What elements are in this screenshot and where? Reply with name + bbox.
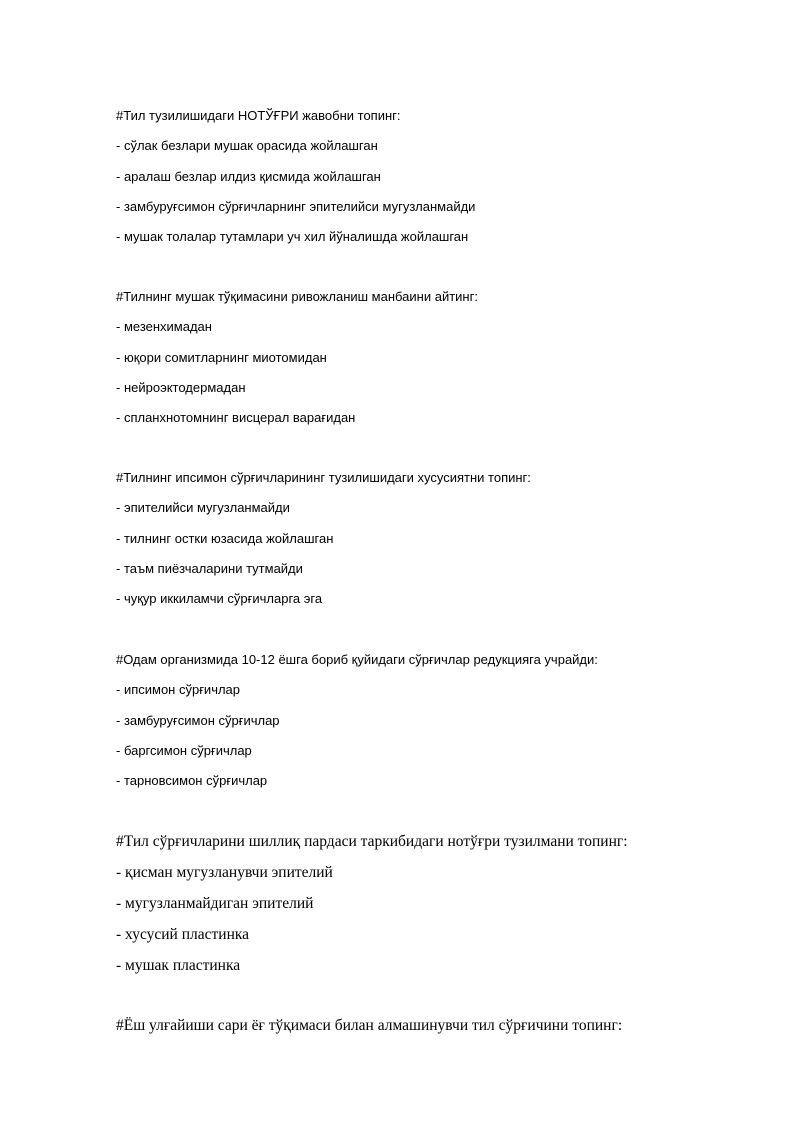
- answer-option: - сўлак безлари мушак орасида жойлашган: [116, 138, 378, 154]
- answer-option: - спланхнотомнинг висцерал варағидан: [116, 410, 356, 426]
- answer-option: - хусусий пластинка: [116, 926, 250, 943]
- question-prompt: #Тил тузилишидаги НОТЎҒРИ жавобни топинг:: [116, 108, 401, 123]
- answer-option: - чуқур иккиламчи сўрғичларга эга: [116, 591, 323, 607]
- question-block: [116, 463, 760, 614]
- answer-option: - қисман мугузланувчи эпителий: [116, 864, 333, 881]
- answer-option: - ипсимон сўрғичлар: [116, 682, 241, 698]
- question-block: [116, 1010, 760, 1041]
- question-block: [116, 645, 760, 796]
- answer-option: - аралаш безлар илдиз қисмида жойлашган: [116, 168, 381, 184]
- answer-option: - таъм пиёзчаларини тутмайди: [116, 560, 303, 576]
- question-block: [116, 101, 760, 252]
- answer-option: - эпителийси мугузланмайди: [116, 500, 290, 516]
- answer-option: - мезенхимадан: [116, 319, 212, 335]
- answer-option: - нейроэктодермадан: [116, 379, 246, 395]
- question-prompt: #Ёш улғайиши сари ёғ тўқимаси билан алмашинувчи тил сўрғичини топинг:: [116, 1017, 623, 1034]
- answer-option: - замбуруғсимон сўрғичларнинг эпителийси мугузланмайди: [116, 198, 476, 214]
- answer-option: - замбуруғсимон сўрғичлар: [116, 712, 280, 728]
- question-block: [116, 826, 760, 981]
- answer-option: - мугузланмайдиган эпителий: [116, 895, 314, 912]
- answer-option: - тилнинг остки юзасида жойлашган: [116, 530, 334, 546]
- question-prompt: #Тил сўрғичларини шиллиқ пардаси таркибидаги нотўғри тузилмани топинг:: [116, 833, 628, 850]
- answer-option: - баргсимон сўрғичлар: [116, 742, 252, 758]
- answer-option: - мушак толалар тутамлари уч хил йўналишда жойлашган: [116, 229, 469, 245]
- question-prompt: #Тилнинг мушак тўқимасини ривожланиш манбаини айтинг:: [116, 289, 478, 304]
- answer-option: - мушак пластинка: [116, 957, 241, 974]
- question-block: [116, 282, 760, 433]
- answer-option: - тарновсимон сўрғичлар: [116, 773, 268, 789]
- answer-option: - юқори сомитларнинг миотомидан: [116, 349, 327, 365]
- question-prompt: #Тилнинг ипсимон сўрғичларининг тузилишидаги хусусиятни топинг:: [116, 470, 531, 485]
- question-prompt: #Одам организмида 10-12 ёшга бориб қуйидаги сўрғичлар редукцияга учрайди:: [116, 652, 598, 667]
